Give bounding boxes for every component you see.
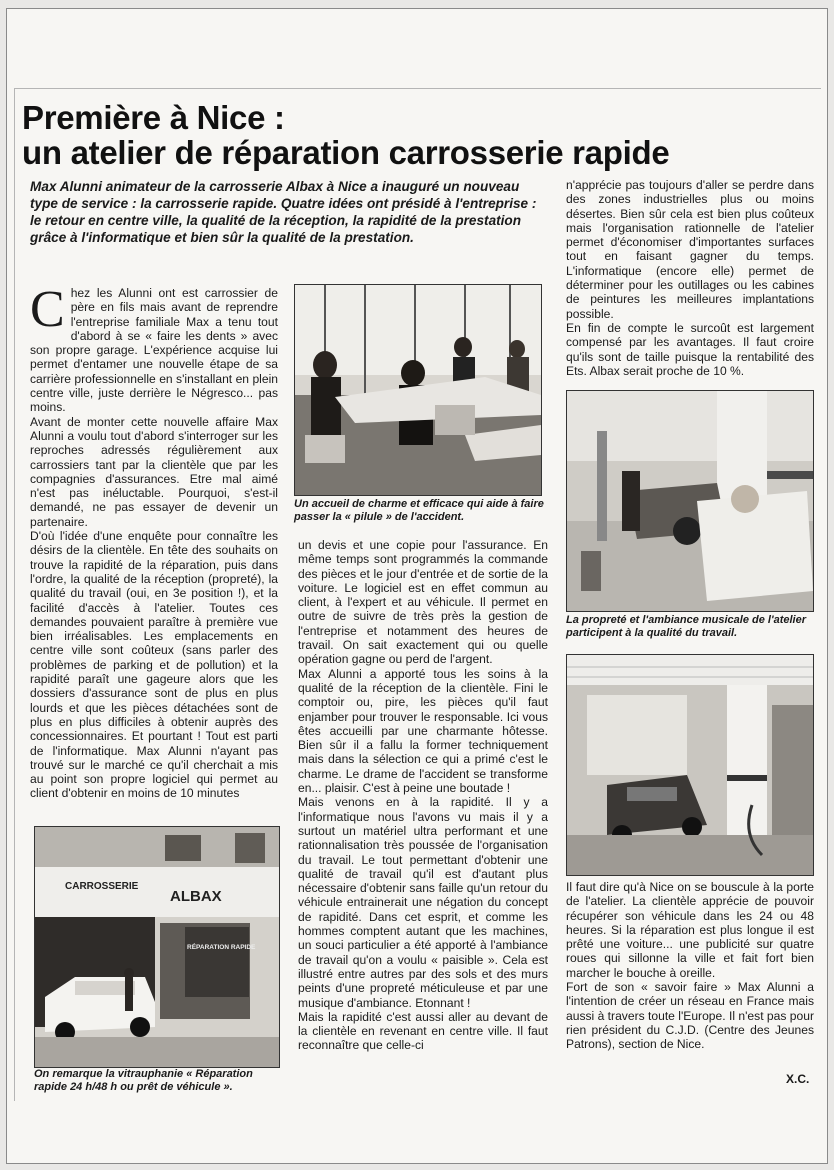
office-reception-photo	[294, 284, 542, 496]
paragraph: Il faut dire qu'à Nice on se bouscule à la porte de l'atelier. La clientèle apprécie de pouvoir récupérer son véhicule dans les 24 ou 48 heures. Si la réparation est plus longue il est prêté une voiture... une publicité sur quatre roues qui sillonne la ville et fait fort bien marcher le bouche à oreille.	[566, 880, 814, 980]
drop-cap: C	[30, 281, 65, 338]
author-signature: X.C.	[786, 1072, 810, 1086]
paragraph: Avant de monter cette nouvelle affaire Max Alunni a voulu tout d'abord s'interroger sur les reproches adressés régulièrement aux carrossiers tant par la clientèle que par les compagnies d'assurances. Etre mal aimé n'est pas inéluctable. Pourquoi, s'est-il demandé, ne pas essayer de devenir un partenaire.	[30, 414, 278, 529]
column-3-top	[566, 178, 814, 378]
column-3-bottom	[566, 880, 814, 1052]
storefront-window-sign: RÉPARATION RAPIDE	[187, 944, 256, 951]
paragraph: Mais la rapidité c'est aussi aller au devant de la clientèle en revenant en centre ville. Il faut reconnaître que celle-ci	[298, 1009, 548, 1053]
paragraph: n'apprécie pas toujours d'aller se perdre dans des zones industrielles plus ou moins désertes. Bien sûr cela est bien plus coûteux mais l'organisation rationnelle de l'atelier permet d'économiser d'importantes surfaces tout en faisant gagner du temps. L'informatique (encore elle) permet de déterminer pour les outillages ou les cabines de peintures les meilleures implantations possible.	[566, 178, 814, 321]
workshop-photo-top	[566, 390, 814, 612]
paragraph: un devis et une copie pour l'assurance. En même temps sont programmés la commande des pièces et le jour d'entrée et de sortie de la voiture. Le logiciel est en effet commun au client, à l'expert et au véhicule. Il permet en outre de suivre de très près la gestion de l'entreprise et notamment des heures de travail. On sait exactement qui ou quelle opération gagne ou perd de l'argent.	[298, 538, 548, 667]
column-2	[298, 538, 548, 1053]
paragraph: Max Alunni a apporté tous les soins à la qualité de la réception de la clientèle. Fini le comptoir ou, pire, les pièces qu'il faut enjamber pour trouver le responsable. Ici vous êtes accueilli par une charmante hôtesse. Bien sûr il a fallu la former techniquement mais dans la sélection ce qui a primé c'est le charme. Le drame de l'accident se transforme en... plaisir. C'est à peine une boutade !	[298, 666, 548, 796]
office-photo-caption: Un accueil de charme et efficace qui aide à faire passer la « pilule » de l'accident.	[294, 498, 544, 523]
paragraph: Fort de son « savoir faire » Max Alunni a l'intention de créer un réseau en France mais aussi à travers toute l'Europe. Il n'est pas pour rien président du C.J.D. (Centre des Jeunes Patrons), section de Nice.	[566, 980, 814, 1052]
storefront-photo-caption: On remarque la vitrauphanie « Réparation rapide 24 h/48 h ou prêt de véhicule ».	[34, 1068, 253, 1093]
headline-line-1: Première à Nice :	[22, 99, 285, 136]
storefront-brand-sign: ALBAX	[170, 888, 222, 905]
column-1	[30, 281, 278, 801]
workshop-photo-bottom	[566, 654, 814, 876]
headline-line-2: un atelier de réparation carrosserie rapide	[22, 134, 670, 171]
paragraph: Mais venons en à la rapidité. Il y a l'informatique nous l'avons vu mais il y a surtout un matériel ultra performant et une rationnalisation très poussée de l'organisation du travail. Le tout permettant d'obtenir une qualité de travail qu'il est d'autant plus nécessaire d'obtenir sans faille qu'un retour du véhicule entrainerait une négation du concept de rapidité. Dans cet esprit, et comme les hommes comptent autant que les machines, un souci particulier a été apporté à l'ambiance de travail qu'on a voulu « paisible ». Cela est illustré entre autres par des sols et des murs peints d'une propreté méticuleuse et par une musique d'ambiance. Etonnant !	[298, 795, 548, 1010]
article-headline	[22, 100, 812, 170]
paragraph: Chez les Alunni ont est carrossier de père en fils mais avant de reprendre l'entreprise familiale Max a tenu tout d'abord à se « faire les dents » avec son propre garage. L'expérience acquise lui permet d'entamer une nouvelle étape de sa carrière professionnelle en s'installant en plein centre ville, juste derrière le Négresco... pas moins.	[30, 281, 278, 415]
storefront-company-sign: CARROSSERIE	[65, 881, 139, 892]
paragraph: D'où l'idée d'une enquête pour connaître les désirs de la clientèle. En tête des souhaits on trouve la rapidité de la réparation, puis dans l'ordre, la qualité de la réception (propreté), la qualité du travail (oui, en 3e position !), et la facilité d'accès à l'atelier. Toutes ces demandes pouvaient paraître à première vue bien irréalisables. Les emplacements en centre ville sont coûteux (sans parler des problèmes de parking et de pollution) et la rapidité paraît une gageure alors que les dossiers d'assurance sont de plus en plus lourds et que les pièces détachées sont de plus en plus difficiles à obtenir auprès des concessionnaires. Et pourtant ! Tout est parti de l'informatique. Max Alunni n'ayant pas trouvé sur le marché ce qu'il cherchait a mis au point son propre logiciel qui permet au client d'obtenir en moins de 10 minutes	[30, 529, 278, 801]
storefront-photo	[34, 826, 280, 1068]
paragraph: En fin de compte le surcoût est largement compensé par les avantages. Il faut croire qu'ils sont de taille puisque la rentabilité des Ets. Albax serait proche de 10 %.	[566, 320, 814, 378]
workshop-photo-caption: La propreté et l'ambiance musicale de l'atelier participent à la qualité du travail.	[566, 614, 806, 639]
article-deck: Max Alunni animateur de la carrosserie Albax à Nice a inauguré un nouveau type de service : la carrosserie rapide. Quatre idées ont présidé à l'entreprise : le retour en centre ville, la qualité de la réception, la rapidité de la prestation grâce à l'informatique et bien sûr la qualité de la prestation.	[30, 179, 537, 245]
